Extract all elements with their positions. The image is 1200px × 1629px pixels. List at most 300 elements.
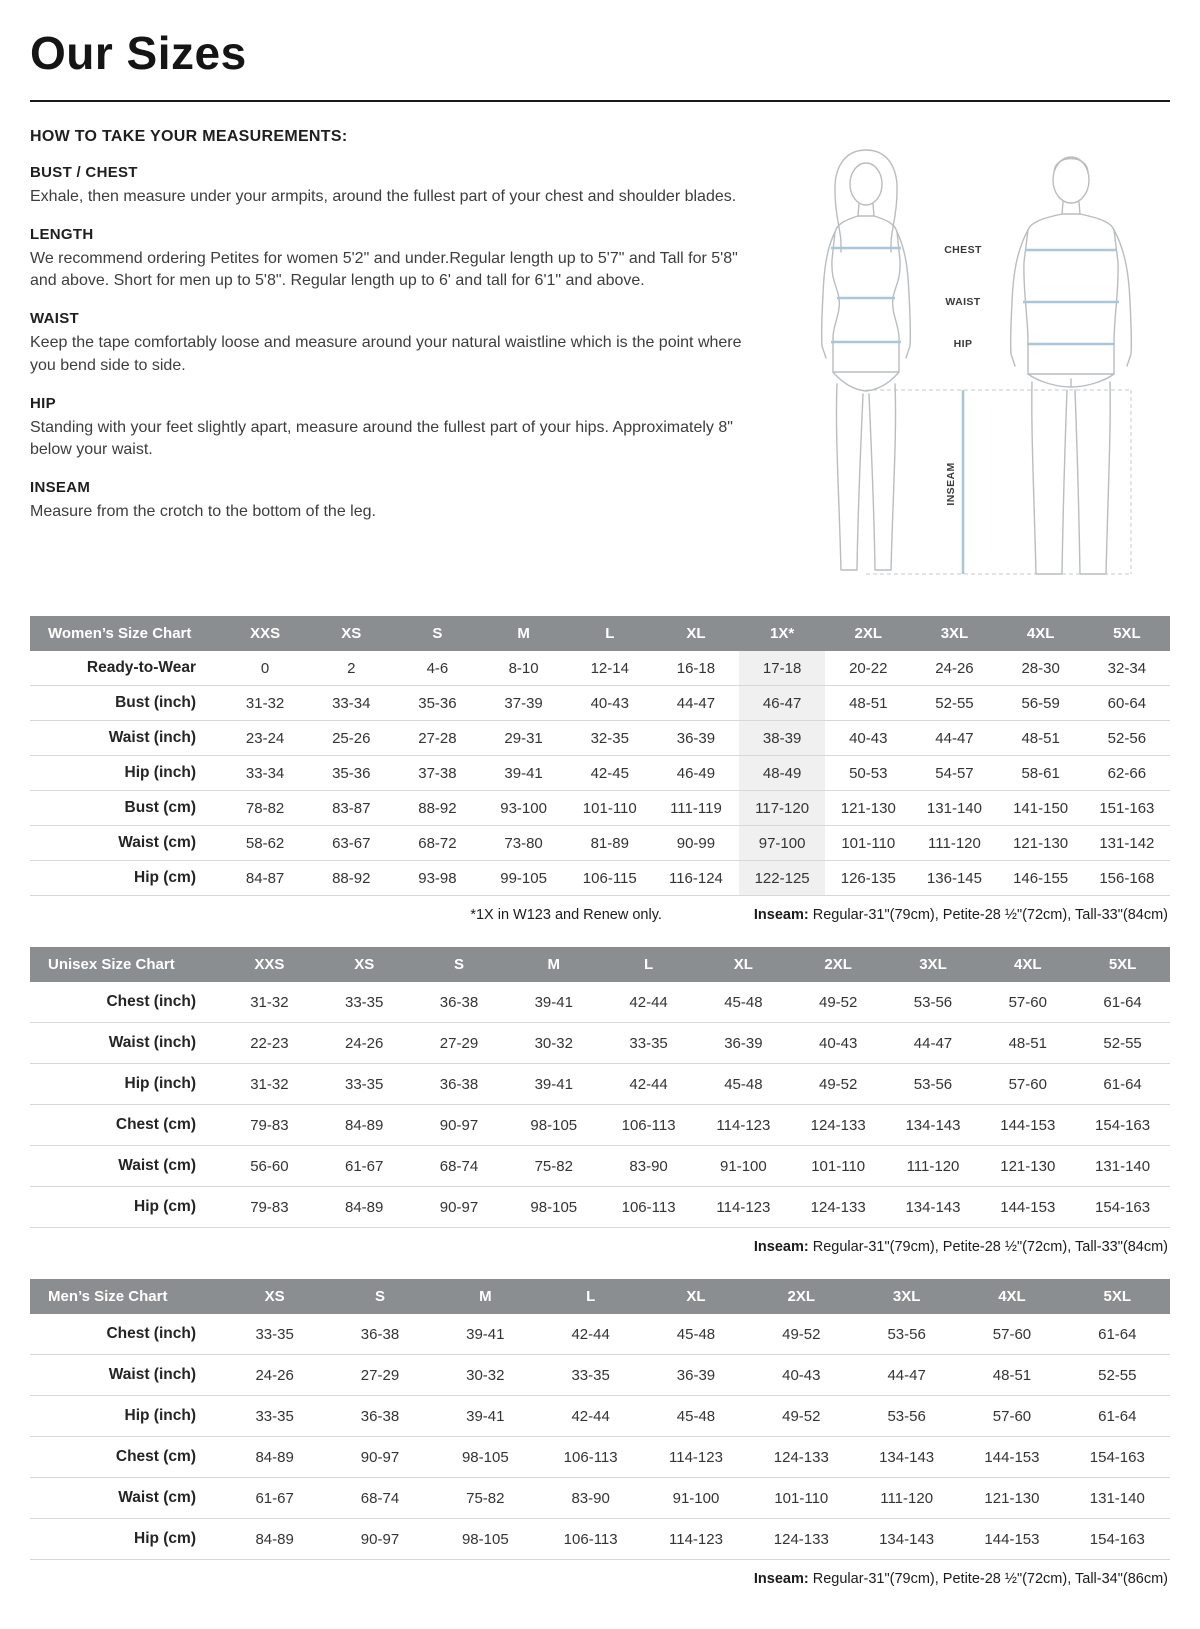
table-cell: 154-163 [1065, 1519, 1170, 1560]
section-title: BUST / CHEST [30, 164, 138, 181]
column-header: S [412, 947, 507, 982]
table-cell: 134-143 [886, 1187, 981, 1228]
column-header: 2XL [791, 947, 886, 982]
table-cell: 42-44 [601, 982, 696, 1023]
table-cell: 75-82 [506, 1146, 601, 1187]
page-title: Our Sizes [30, 27, 247, 79]
table-cell: 36-38 [412, 1064, 507, 1105]
table-cell: 48-49 [739, 756, 825, 791]
table-cell: 106-113 [601, 1187, 696, 1228]
unisex-size-chart [30, 947, 1170, 1255]
table-cell: 98-105 [506, 1187, 601, 1228]
table-row [30, 686, 1170, 721]
table-cell: 45-48 [643, 1314, 748, 1355]
table-cell: 84-89 [317, 1105, 412, 1146]
column-header: 2XL [749, 1279, 854, 1314]
table-row [30, 1314, 1170, 1355]
column-header: XXS [222, 947, 317, 982]
measurement-figure [762, 128, 1170, 600]
row-label: Hip (cm) [30, 861, 222, 896]
table-cell: 97-100 [739, 826, 825, 861]
table-cell: 8-10 [481, 651, 567, 686]
table-cell: 44-47 [653, 686, 739, 721]
table-cell: 83-90 [538, 1478, 643, 1519]
table-cell: 116-124 [653, 861, 739, 896]
man-figure [1011, 157, 1132, 574]
table-cell: 114-123 [643, 1437, 748, 1478]
table-cell: 91-100 [696, 1146, 791, 1187]
section-body: Standing with your feet slightly apart, measure around the fullest part of your hips. Approximately 8" below your waist. [30, 418, 733, 459]
row-label: Waist (cm) [30, 1478, 222, 1519]
column-header: 2XL [825, 616, 911, 651]
table-row [30, 756, 1170, 791]
table-cell: 27-29 [327, 1355, 432, 1396]
table-cell: 57-60 [959, 1314, 1064, 1355]
table-cell: 22-23 [222, 1023, 317, 1064]
column-header: XS [317, 947, 412, 982]
table-cell: 93-98 [394, 861, 480, 896]
table-cell: 33-35 [601, 1023, 696, 1064]
row-label: Chest (cm) [30, 1105, 222, 1146]
table-cell: 39-41 [506, 982, 601, 1023]
table-cell: 53-56 [854, 1396, 959, 1437]
table-cell: 38-39 [739, 721, 825, 756]
table-cell: 124-133 [791, 1105, 886, 1146]
table-cell: 101-110 [749, 1478, 854, 1519]
table-cell: 36-39 [696, 1023, 791, 1064]
table-cell: 24-26 [222, 1355, 327, 1396]
table-cell: 114-123 [696, 1187, 791, 1228]
column-header: XL [696, 947, 791, 982]
table-cell: 154-163 [1075, 1105, 1170, 1146]
table-cell: 134-143 [854, 1519, 959, 1560]
column-header: 4XL [959, 1279, 1064, 1314]
column-header: L [538, 1279, 643, 1314]
table-cell: 36-39 [643, 1355, 748, 1396]
table-cell: 24-26 [317, 1023, 412, 1064]
table-cell: 88-92 [308, 861, 394, 896]
column-header: 5XL [1075, 947, 1170, 982]
table-cell: 37-39 [481, 686, 567, 721]
table-cell: 30-32 [506, 1023, 601, 1064]
table-cell: 141-150 [998, 791, 1084, 826]
section-inseam [30, 479, 756, 524]
unisex-size-table [30, 947, 1170, 1228]
table-cell: 121-130 [980, 1146, 1075, 1187]
table-cell: 49-52 [791, 1064, 886, 1105]
section-title: LENGTH [30, 225, 94, 243]
table-cell: 39-41 [506, 1064, 601, 1105]
table-cell: 33-35 [222, 1396, 327, 1437]
row-label: Waist (cm) [30, 826, 222, 861]
section-title: INSEAM [30, 479, 91, 497]
table-cell: 111-119 [653, 791, 739, 826]
section-body: Exhale, then measure under your armpits, around the fullest part of your chest and shoulder blades. [30, 188, 737, 205]
table-row [30, 1187, 1170, 1228]
mens-size-chart [30, 1279, 1170, 1587]
mens-size-table [30, 1279, 1170, 1560]
table-cell: 56-59 [998, 686, 1084, 721]
table-cell: 144-153 [959, 1519, 1064, 1560]
table-cell: 52-55 [911, 686, 997, 721]
table-cell: 63-67 [308, 826, 394, 861]
header-row [30, 1279, 1170, 1314]
table-cell: 60-64 [1084, 686, 1170, 721]
row-label: Waist (cm) [30, 1146, 222, 1187]
column-header: XS [222, 1279, 327, 1314]
table-cell: 101-110 [791, 1146, 886, 1187]
table-cell: 33-35 [538, 1355, 643, 1396]
row-label: Bust (cm) [30, 791, 222, 826]
table-cell: 98-105 [506, 1105, 601, 1146]
table-cell: 131-142 [1084, 826, 1170, 861]
table-cell: 126-135 [825, 861, 911, 896]
table-cell: 61-64 [1065, 1314, 1170, 1355]
table-cell: 78-82 [222, 791, 308, 826]
table-cell: 46-47 [739, 686, 825, 721]
table-row [30, 721, 1170, 756]
table-cell: 101-110 [567, 791, 653, 826]
table-cell: 50-53 [825, 756, 911, 791]
table-cell: 25-26 [308, 721, 394, 756]
table-cell: 16-18 [653, 651, 739, 686]
table-cell: 84-87 [222, 861, 308, 896]
column-header: 4XL [980, 947, 1075, 982]
table-cell: 49-52 [791, 982, 886, 1023]
table-cell: 84-89 [317, 1187, 412, 1228]
table-row [30, 982, 1170, 1023]
table-cell: 0 [222, 651, 308, 686]
table-cell: 27-28 [394, 721, 480, 756]
row-label: Waist (inch) [30, 1023, 222, 1064]
chest-label: CHEST [944, 244, 982, 256]
table-cell: 53-56 [854, 1314, 959, 1355]
table-cell: 111-120 [854, 1478, 959, 1519]
table-cell: 48-51 [959, 1355, 1064, 1396]
table-row [30, 1519, 1170, 1560]
table-cell: 42-45 [567, 756, 653, 791]
table-cell: 54-57 [911, 756, 997, 791]
table-cell: 84-89 [222, 1519, 327, 1560]
table-cell: 117-120 [739, 791, 825, 826]
table-cell: 36-39 [653, 721, 739, 756]
table-cell: 124-133 [749, 1519, 854, 1560]
table-cell: 111-120 [911, 826, 997, 861]
table-cell: 91-100 [643, 1478, 748, 1519]
column-header: 3XL [911, 616, 997, 651]
row-label: Hip (inch) [30, 1396, 222, 1437]
table-cell: 49-52 [749, 1396, 854, 1437]
column-header: XXS [222, 616, 308, 651]
section-body: Keep the tape comfortably loose and measure around your natural waistline which is the point where you bend side to side. [30, 334, 742, 374]
table-cell: 146-155 [998, 861, 1084, 896]
table-cell: 24-26 [911, 651, 997, 686]
table-cell: 36-38 [327, 1314, 432, 1355]
table-cell: 134-143 [886, 1105, 981, 1146]
table-cell: 44-47 [886, 1023, 981, 1064]
table-cell: 36-38 [412, 982, 507, 1023]
womens-size-chart [30, 616, 1170, 923]
row-label: Ready-to-Wear [30, 651, 222, 686]
table-cell: 122-125 [739, 861, 825, 896]
row-label: Hip (inch) [30, 756, 222, 791]
measurement-instructions [30, 128, 756, 600]
table-cell: 27-29 [412, 1023, 507, 1064]
column-header: S [394, 616, 480, 651]
table-cell: 131-140 [911, 791, 997, 826]
table-cell: 49-52 [749, 1314, 854, 1355]
table-row [30, 861, 1170, 896]
table-cell: 84-89 [222, 1437, 327, 1478]
table-cell: 114-123 [643, 1519, 748, 1560]
woman-figure [822, 150, 911, 570]
table-cell: 31-32 [222, 686, 308, 721]
table-row [30, 791, 1170, 826]
table-row [30, 1478, 1170, 1519]
row-label: Waist (inch) [30, 1355, 222, 1396]
table-row [30, 1396, 1170, 1437]
table-cell: 57-60 [980, 1064, 1075, 1105]
table-title: Men’s Size Chart [30, 1279, 222, 1314]
column-header: 3XL [886, 947, 981, 982]
column-header: XS [308, 616, 394, 651]
table-cell: 124-133 [791, 1187, 886, 1228]
table-cell: 29-31 [481, 721, 567, 756]
table-cell: 90-97 [327, 1437, 432, 1478]
table-cell: 111-120 [886, 1146, 981, 1187]
table-cell: 4-6 [394, 651, 480, 686]
footnote-inseam: Inseam: Regular-31"(79cm), Petite-28 ½"(72cm), Tall-33"(84cm) [753, 907, 1168, 923]
table-cell: 40-43 [791, 1023, 886, 1064]
table-cell: 93-100 [481, 791, 567, 826]
table-cell: 56-60 [222, 1146, 317, 1187]
table-footnote [32, 1571, 1168, 1587]
header-row [30, 616, 1170, 651]
table-cell: 90-97 [412, 1105, 507, 1146]
table-cell: 131-140 [1065, 1478, 1170, 1519]
table-cell: 42-44 [538, 1396, 643, 1437]
measurement-guide [30, 128, 1170, 600]
table-cell: 53-56 [886, 982, 981, 1023]
section-body: We recommend ordering Petites for women 5'2" and under.Regular length up to 5'7" and Tall for 5'8" and above. Short for men up to 5'8". Regular length up to 6' and tall for 6'1" and above. [30, 249, 738, 290]
row-label: Hip (cm) [30, 1519, 222, 1560]
column-header: 4XL [998, 616, 1084, 651]
table-cell: 90-99 [653, 826, 739, 861]
column-header: 5XL [1065, 1279, 1170, 1314]
table-footnote [32, 907, 1168, 923]
table-cell: 73-80 [481, 826, 567, 861]
waist-label: WAIST [945, 296, 981, 308]
table-cell: 83-87 [308, 791, 394, 826]
section-title: WAIST [30, 310, 79, 328]
table-cell: 17-18 [739, 651, 825, 686]
table-cell: 58-61 [998, 756, 1084, 791]
table-row [30, 1105, 1170, 1146]
table-cell: 106-113 [538, 1437, 643, 1478]
table-cell: 52-55 [1075, 1023, 1170, 1064]
table-cell: 45-48 [696, 1064, 791, 1105]
table-cell: 154-163 [1075, 1187, 1170, 1228]
table-cell: 61-64 [1075, 1064, 1170, 1105]
table-cell: 114-123 [696, 1105, 791, 1146]
table-cell: 32-34 [1084, 651, 1170, 686]
column-header: 3XL [854, 1279, 959, 1314]
table-cell: 101-110 [825, 826, 911, 861]
table-cell: 83-90 [601, 1146, 696, 1187]
table-cell: 42-44 [538, 1314, 643, 1355]
footnote-inseam: Inseam: Regular-31"(79cm), Petite-28 ½"(72cm), Tall-33"(84cm) [753, 1239, 1168, 1255]
column-header: M [481, 616, 567, 651]
row-label: Chest (inch) [30, 982, 222, 1023]
table-cell: 58-62 [222, 826, 308, 861]
table-cell: 40-43 [567, 686, 653, 721]
table-cell: 61-64 [1075, 982, 1170, 1023]
table-cell: 131-140 [1075, 1146, 1170, 1187]
row-label: Chest (cm) [30, 1437, 222, 1478]
table-cell: 53-56 [886, 1064, 981, 1105]
table-cell: 68-74 [412, 1146, 507, 1187]
table-cell: 106-115 [567, 861, 653, 896]
table-cell: 37-38 [394, 756, 480, 791]
table-cell: 61-67 [222, 1478, 327, 1519]
column-header: 1X* [739, 616, 825, 651]
table-cell: 151-163 [1084, 791, 1170, 826]
table-cell: 33-35 [317, 982, 412, 1023]
table-cell: 57-60 [980, 982, 1075, 1023]
table-cell: 33-35 [317, 1064, 412, 1105]
table-cell: 31-32 [222, 982, 317, 1023]
table-row [30, 1064, 1170, 1105]
table-cell: 39-41 [433, 1314, 538, 1355]
column-header: M [506, 947, 601, 982]
table-cell: 48-51 [825, 686, 911, 721]
column-header: L [601, 947, 696, 982]
table-cell: 62-66 [1084, 756, 1170, 791]
table-cell: 48-51 [980, 1023, 1075, 1064]
table-cell: 121-130 [825, 791, 911, 826]
table-cell: 106-113 [601, 1105, 696, 1146]
table-cell: 31-32 [222, 1064, 317, 1105]
column-header: L [567, 616, 653, 651]
table-cell: 48-51 [998, 721, 1084, 756]
table-cell: 20-22 [825, 651, 911, 686]
table-cell: 44-47 [854, 1355, 959, 1396]
table-title: Women’s Size Chart [30, 616, 222, 651]
table-cell: 33-35 [222, 1314, 327, 1355]
title-divider [30, 100, 1170, 102]
table-cell: 68-72 [394, 826, 480, 861]
table-cell: 90-97 [327, 1519, 432, 1560]
table-footnote [32, 1239, 1168, 1255]
column-header: XL [643, 1279, 748, 1314]
table-cell: 23-24 [222, 721, 308, 756]
table-cell: 81-89 [567, 826, 653, 861]
row-label: Waist (inch) [30, 721, 222, 756]
table-cell: 134-143 [854, 1437, 959, 1478]
table-cell: 156-168 [1084, 861, 1170, 896]
size-tables [30, 616, 1170, 1587]
table-cell: 32-35 [567, 721, 653, 756]
body-measurement-diagram [768, 132, 1164, 600]
table-cell: 45-48 [696, 982, 791, 1023]
table-cell: 136-145 [911, 861, 997, 896]
section-hip [30, 395, 756, 462]
table-cell: 35-36 [394, 686, 480, 721]
table-cell: 40-43 [749, 1355, 854, 1396]
footnote-asterisk-note: *1X in W123 and Renew only. [470, 907, 662, 923]
table-cell: 75-82 [433, 1478, 538, 1519]
table-row [30, 1437, 1170, 1478]
table-cell: 36-38 [327, 1396, 432, 1437]
row-label: Chest (inch) [30, 1314, 222, 1355]
column-header: S [327, 1279, 432, 1314]
womens-size-table [30, 616, 1170, 896]
table-cell: 144-153 [959, 1437, 1064, 1478]
table-title: Unisex Size Chart [30, 947, 222, 982]
table-cell: 33-34 [308, 686, 394, 721]
row-label: Hip (cm) [30, 1187, 222, 1228]
hip-label: HIP [953, 338, 973, 350]
table-row [30, 1355, 1170, 1396]
table-cell: 39-41 [433, 1396, 538, 1437]
column-header: XL [653, 616, 739, 651]
table-row [30, 1023, 1170, 1064]
table-cell: 52-55 [1065, 1355, 1170, 1396]
table-cell: 121-130 [959, 1478, 1064, 1519]
table-cell: 88-92 [394, 791, 480, 826]
table-row [30, 826, 1170, 861]
table-row [30, 1146, 1170, 1187]
table-cell: 98-105 [433, 1437, 538, 1478]
inseam-label: INSEAM [945, 462, 957, 506]
table-cell: 57-60 [959, 1396, 1064, 1437]
table-cell: 39-41 [481, 756, 567, 791]
table-cell: 35-36 [308, 756, 394, 791]
section-bust-chest [30, 164, 756, 209]
section-waist [30, 310, 756, 377]
table-cell: 144-153 [980, 1105, 1075, 1146]
instructions-heading: HOW TO TAKE YOUR MEASUREMENTS: [30, 128, 348, 145]
table-cell: 98-105 [433, 1519, 538, 1560]
table-cell: 99-105 [481, 861, 567, 896]
table-cell: 46-49 [653, 756, 739, 791]
section-length [30, 226, 756, 293]
table-cell: 61-67 [317, 1146, 412, 1187]
table-cell: 154-163 [1065, 1437, 1170, 1478]
table-cell: 42-44 [601, 1064, 696, 1105]
section-body: Measure from the crotch to the bottom of the leg. [30, 503, 376, 521]
table-cell: 12-14 [567, 651, 653, 686]
table-cell: 52-56 [1084, 721, 1170, 756]
table-cell: 44-47 [911, 721, 997, 756]
column-header: 5XL [1084, 616, 1170, 651]
table-cell: 28-30 [998, 651, 1084, 686]
column-header: M [433, 1279, 538, 1314]
table-cell: 106-113 [538, 1519, 643, 1560]
table-cell: 90-97 [412, 1187, 507, 1228]
row-label: Hip (inch) [30, 1064, 222, 1105]
table-cell: 68-74 [327, 1478, 432, 1519]
footnote-inseam: Inseam: Regular-31"(79cm), Petite-28 ½"(72cm), Tall-34"(86cm) [753, 1571, 1168, 1587]
table-cell: 144-153 [980, 1187, 1075, 1228]
table-cell: 2 [308, 651, 394, 686]
table-cell: 30-32 [433, 1355, 538, 1396]
table-cell: 61-64 [1065, 1396, 1170, 1437]
table-cell: 79-83 [222, 1105, 317, 1146]
table-cell: 79-83 [222, 1187, 317, 1228]
header-row [30, 947, 1170, 982]
table-cell: 33-34 [222, 756, 308, 791]
